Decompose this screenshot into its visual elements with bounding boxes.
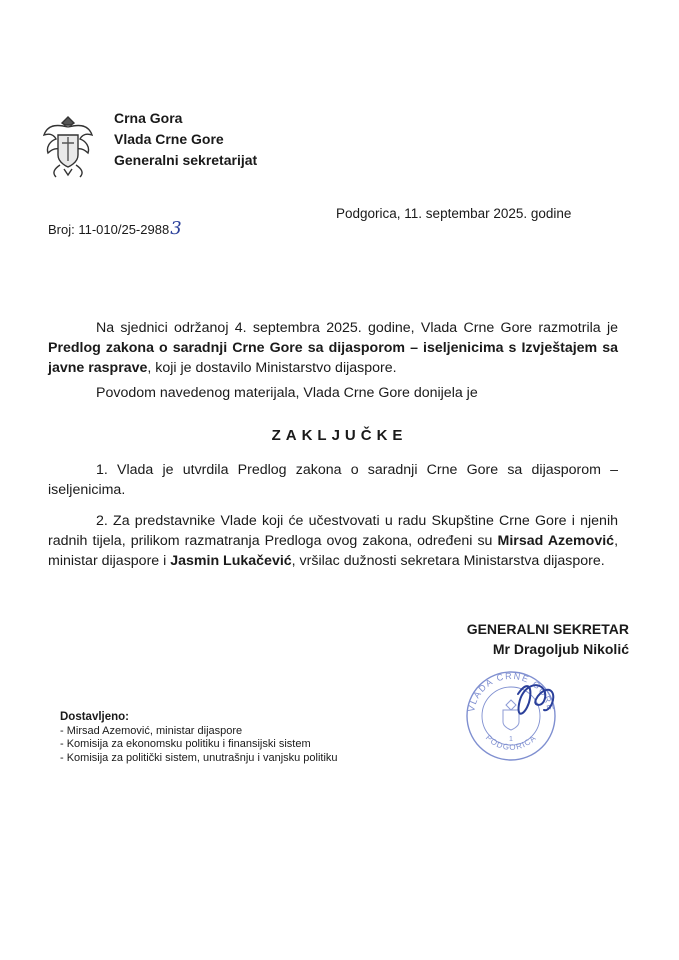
stamp-text-bottom: PODGORICA (483, 733, 539, 752)
representative-name-2: Jasmin Lukačević (170, 553, 292, 569)
intro-bill-title: Predlog zakona o saradnji Crne Gore sa dijasporom – iseljenicima s Izvještajem sa javne rasprave (48, 340, 618, 376)
stamp-number: 1 (509, 736, 513, 743)
conclusions-title: ZAKLJUČKE (271, 427, 408, 444)
intro-paragraph (48, 318, 618, 378)
distribution-title: Dostavljeno: (60, 711, 130, 723)
distribution-list (60, 711, 338, 765)
signatory-role: GENERALNI SEKRETAR (466, 621, 629, 637)
conclusion-item-1: 1. Vlada je utvrdila Predlog zakona o saradnji Crne Gore sa dijasporom – iseljenicima. (48, 462, 618, 498)
distribution-item: - Komisija za ekonomsku politiku i finansijski sistem (60, 738, 311, 750)
reference-number (48, 218, 182, 239)
signatory-name: Mr Dragoljub Nikolić (492, 641, 629, 657)
representative-name-1: Mirsad Azemović (497, 533, 615, 549)
distribution-item: - Komisija za politički sistem, unutrašnju i vanjsku politiku (60, 751, 338, 764)
reference-handwritten-suffix: 3 (170, 218, 182, 239)
item2-text-c: , vršilac dužnosti sekretara Ministarstva dijaspore. (291, 553, 605, 569)
reference-number-text: Broj: 11-010/25-2988 (48, 222, 170, 237)
intro-text-end: , koji je dostavilo Ministarstvo dijaspore. (147, 360, 397, 376)
header-secretariat: Generalni sekretarijat (114, 152, 258, 168)
item2-text-a: 2. Za predstavnike Vlade koji će učestvovati u radu Skupštine Crne Gore i njenih radnih tijela, prilikom razmatranja Predloga ovog zakona, određeni su (48, 513, 618, 549)
header-government: Vlada Crne Gore (114, 131, 224, 147)
decision-paragraph: Povodom navedenog materijala, Vlada Crne Gore donijela je (96, 385, 478, 401)
conclusion-item-2 (48, 511, 618, 571)
distribution-item: - Mirsad Azemović, ministar dijaspore (60, 724, 243, 737)
official-stamp (456, 664, 566, 764)
issuer-header (114, 108, 257, 171)
intro-text-start: Na sjednici održanoj 4. septembra 2025. godine, Vlada Crne Gore razmotrila je (96, 320, 618, 336)
header-country: Crna Gora (114, 110, 183, 126)
document-date: Podgorica, 11. septembar 2025. godine (336, 206, 572, 221)
coat-of-arms-icon (40, 115, 96, 179)
stamp-text-top: VLADA CRNE GORE (466, 670, 556, 713)
signature-block (467, 619, 629, 659)
item2-text-b: , ministar dijaspore i (48, 533, 619, 569)
